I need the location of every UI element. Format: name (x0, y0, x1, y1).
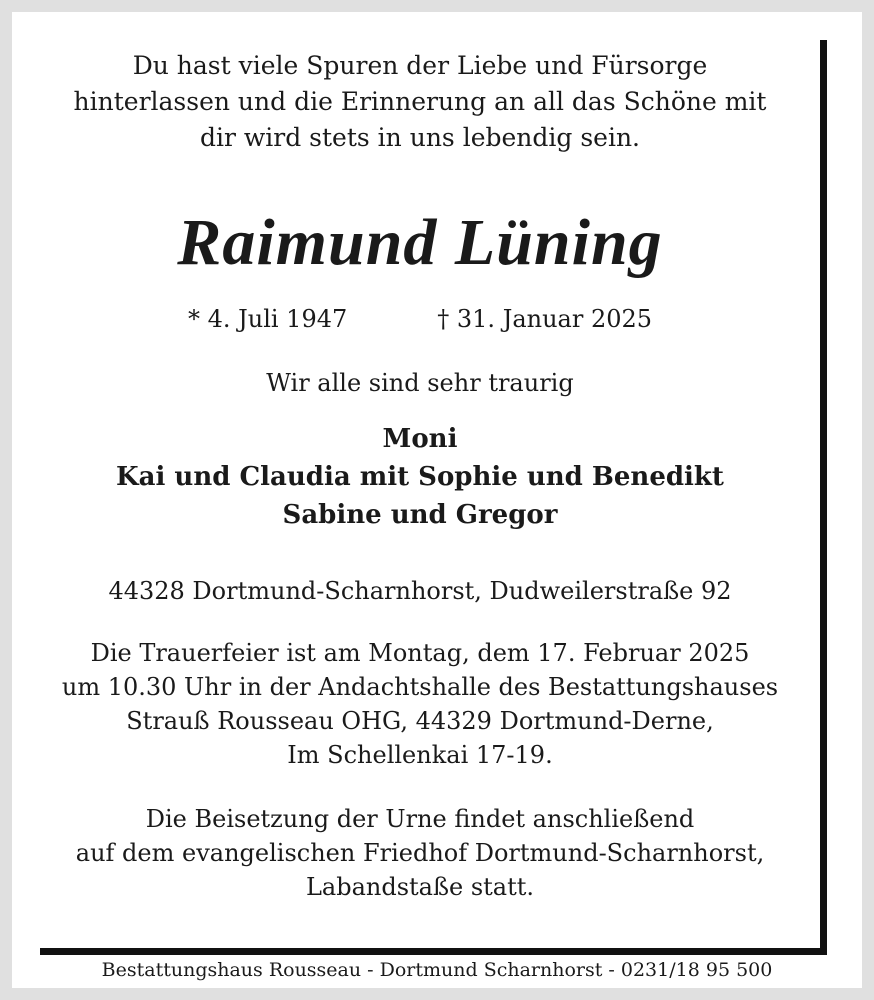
burial-line: Die Beisetzung der Urne findet anschließend (145, 805, 695, 833)
verse-line: hinterlassen und die Erinnerung an all das Schöne mit (73, 87, 767, 116)
mourning-line: Wir alle sind sehr traurig (266, 369, 574, 397)
death-date: † 31. Januar 2025 (437, 305, 653, 333)
burial-info (30, 802, 810, 904)
funeral-service-info (30, 636, 810, 772)
service-line: um 10.30 Uhr in der Andachtshalle des Bestattungshauses (61, 673, 779, 701)
birth-date: * 4. Juli 1947 (187, 305, 348, 333)
burial-line: auf dem evangelischen Friedhof Dortmund-Scharnhorst, (75, 839, 765, 867)
burial-line: Labandstaße statt. (305, 873, 535, 901)
obituary-content (30, 40, 810, 904)
memorial-verse (30, 48, 810, 156)
family-line: Kai und Claudia mit Sophie und Benedikt (116, 462, 724, 492)
life-dates (30, 304, 810, 334)
deceased-name: Raimund Lüning (177, 206, 663, 279)
funeral-home-footer: Bestattungshaus Rousseau - Dortmund Scharnhorst - 0231/18 95 500 (101, 959, 773, 981)
family-names (30, 420, 810, 534)
family-line: Moni (382, 424, 458, 454)
service-line: Die Trauerfeier ist am Montag, dem 17. Februar 2025 (90, 639, 750, 667)
verse-line: dir wird stets in uns lebendig sein. (199, 123, 640, 152)
frame-shadow-bottom (40, 948, 827, 955)
frame-shadow-right (820, 40, 827, 955)
service-line: Strauß Rousseau OHG, 44329 Dortmund-Derne, (126, 707, 714, 735)
family-line: Sabine und Gregor (282, 500, 558, 530)
family-address: 44328 Dortmund-Scharnhorst, Dudweilerstraße 92 (108, 577, 732, 605)
verse-line: Du hast viele Spuren der Liebe und Fürsorge (132, 51, 708, 80)
service-line: Im Schellenkai 17-19. (287, 741, 553, 769)
